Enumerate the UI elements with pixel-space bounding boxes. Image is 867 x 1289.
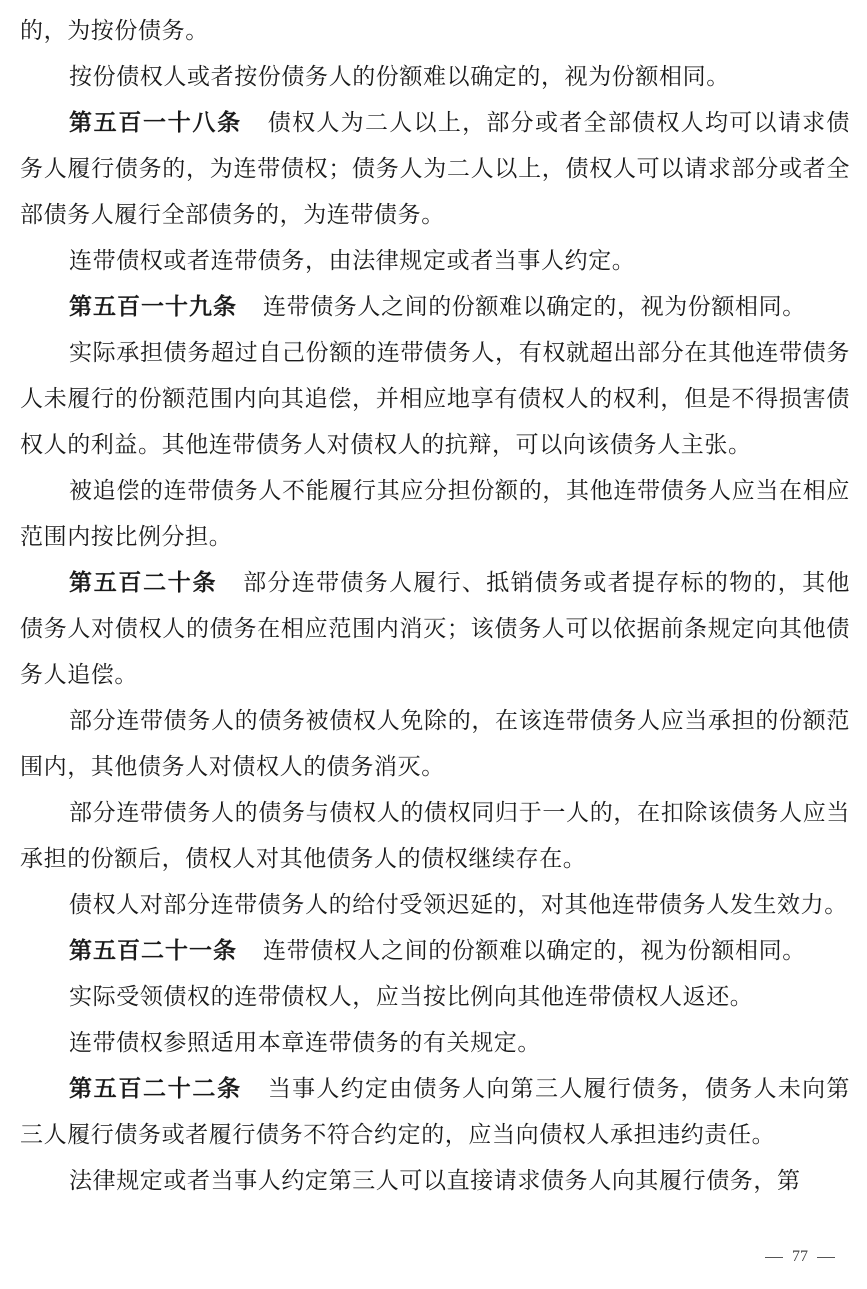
article-paragraph — [20, 928, 850, 974]
paragraph-text: 部分连带债务人履行、抵销债务或者提存标的物的，其他债务人对债权人的债务在相应范围内消灭；该债务人可以依据前条规定向其他债务人追偿。 — [20, 570, 851, 688]
paragraph-text: 部分连带债务人的债务与债权人的债权同归于一人的，在扣除该债务人应当承担的份额后，债权人对其他债务人的债权继续存在。 — [20, 800, 850, 872]
paragraph — [20, 698, 850, 790]
page-footer — [756, 1248, 844, 1266]
paragraph-text: 债权人为二人以上，部分或者全部债权人均可以请求债务人履行债务的，为连带债权；债务人为二人以上，债权人可以请求部分或者全部债务人履行全部债务的，为连带债务。 — [20, 110, 851, 228]
paragraph-text: 的，为按份债务。 — [20, 18, 209, 44]
paragraph-text: 债权人对部分连带债务人的给付受领迟延的，对其他连带债务人发生效力。 — [69, 892, 848, 918]
paragraph-text: 连带债权人之间的份额难以确定的，视为份额相同。 — [263, 938, 806, 964]
paragraph — [20, 54, 850, 100]
paragraph — [20, 468, 850, 560]
paragraph-text: 连带债权或者连带债务，由法律规定或者当事人约定。 — [69, 248, 636, 274]
paragraph — [20, 8, 850, 54]
paragraph-text: 实际承担债务超过自己份额的连带债务人，有权就超出部分在其他连带债务人未履行的份额范围内向其追偿，并相应地享有债权人的权利，但是不得损害债权人的利益。其他连带债务人对债权人的抗辩，可以向该债务人主张。 — [20, 340, 850, 458]
article-number: 第五百二十条 — [69, 570, 218, 596]
article-paragraph — [20, 284, 850, 330]
paragraph — [20, 238, 850, 284]
paragraph — [20, 882, 850, 928]
footer-dash-right — [817, 1257, 835, 1258]
paragraph-text: 连带债权参照适用本章连带债务的有关规定。 — [69, 1030, 541, 1056]
paragraph — [20, 1020, 850, 1066]
paragraph — [20, 974, 850, 1020]
article-number: 第五百二十一条 — [69, 938, 237, 964]
article-number: 第五百一十九条 — [69, 294, 237, 320]
paragraph — [20, 1158, 850, 1204]
article-paragraph — [20, 560, 850, 698]
paragraph-text: 连带债务人之间的份额难以确定的，视为份额相同。 — [263, 294, 806, 320]
paragraph-text: 当事人约定由债务人向第三人履行债务，债务人未向第三人履行债务或者履行债务不符合约定的，应当向债权人承担违约责任。 — [20, 1076, 851, 1148]
footer-dash-left — [765, 1257, 783, 1258]
paragraph-text: 被追偿的连带债务人不能履行其应分担份额的，其他连带债务人应当在相应范围内按比例分担。 — [20, 478, 850, 550]
page-number: 77 — [792, 1248, 808, 1265]
paragraph-text: 按份债权人或者按份债务人的份额难以确定的，视为份额相同。 — [69, 64, 730, 90]
paragraph — [20, 790, 850, 882]
article-number: 第五百一十八条 — [69, 110, 242, 136]
paragraph-text: 部分连带债务人的债务被债权人免除的，在该连带债务人应当承担的份额范围内，其他债务人对债权人的债务消灭。 — [20, 708, 850, 780]
article-paragraph — [20, 1066, 850, 1158]
paragraph-text: 法律规定或者当事人约定第三人可以直接请求债务人向其履行债务，第 — [69, 1168, 801, 1194]
paragraph — [20, 330, 850, 468]
body-text — [20, 8, 850, 1204]
article-paragraph — [20, 100, 850, 238]
article-number: 第五百二十二条 — [69, 1076, 242, 1102]
paragraph-text: 实际受领债权的连带债权人，应当按比例向其他连带债权人返还。 — [69, 984, 754, 1010]
